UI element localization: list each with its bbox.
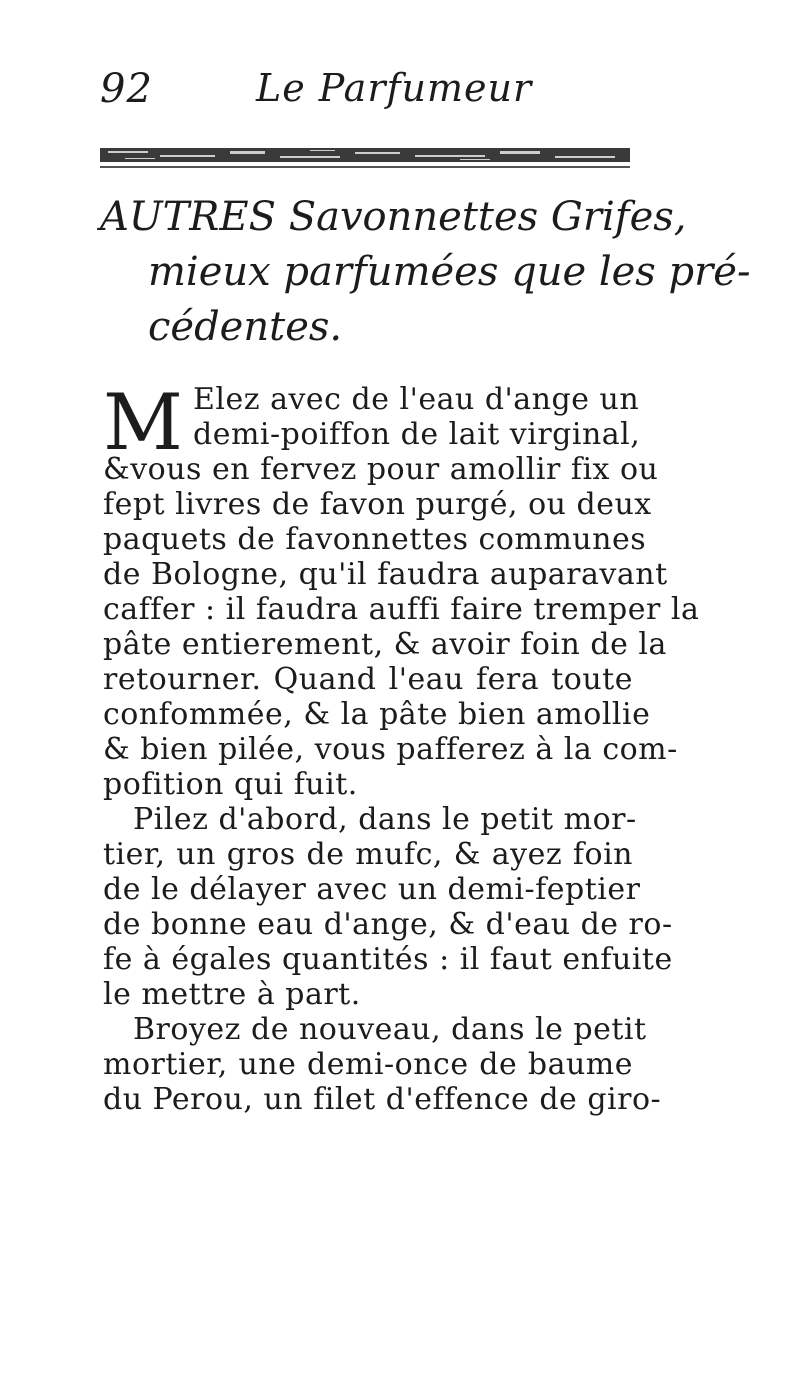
title-line: cédentes. — [148, 304, 343, 350]
text-line: fe à égales quantités : il faut enfuite — [103, 942, 673, 977]
text-line: tier, un gros de mufc, & ayez foin — [103, 837, 633, 872]
page-number: 92 — [100, 66, 153, 112]
text-line: & bien pilée, vous pafferez à la com- — [103, 732, 678, 767]
body-text — [103, 378, 700, 1117]
text-line: de le délayer avec un demi-feptier — [103, 872, 641, 907]
text-line: retourner. Quand l'eau fera toute — [103, 662, 633, 697]
text-line: paquets de favonnettes communes — [103, 522, 647, 557]
text-line: pâte entierement, & avoir foin de la — [103, 627, 667, 662]
text-line: de Bologne, qu'il faudra auparavant — [103, 557, 668, 592]
text-line: demi-poiffon de lait virginal, — [193, 417, 641, 452]
text-line: de bonne eau d'ange, & d'eau de ro- — [103, 907, 673, 942]
text-line: pofition qui fuit. — [103, 767, 358, 802]
text-line: caffer : il faudra auffi faire tremper la — [103, 592, 700, 627]
first-paragraph-opening — [103, 378, 641, 468]
text-line: fept livres de favon purgé, ou deux — [103, 487, 652, 522]
text-line: du Perou, un filet d'effence de giro- — [103, 1082, 662, 1117]
title-line: mieux parfumées que les pré- — [148, 249, 751, 295]
section-title — [100, 190, 751, 355]
running-head: Le Parfumeur — [256, 66, 533, 110]
text-line: &vous en fervez pour amollir fix ou — [103, 452, 659, 487]
text-line: mortier, une demi-once de baume — [103, 1047, 633, 1082]
ornament-rule — [100, 142, 630, 172]
text-line: Pilez d'abord, dans le petit mor- — [133, 802, 637, 837]
drop-cap: M — [103, 378, 184, 468]
text-line: confommée, & la pâte bien amollie — [103, 697, 651, 732]
text-line: Broyez de nouveau, dans le petit — [133, 1012, 647, 1047]
text-line: le mettre à part. — [103, 977, 361, 1012]
text-line: Elez avec de l'eau d'ange un — [193, 382, 640, 417]
page-header — [100, 58, 640, 118]
title-line: AUTRES Savonnettes Grifes, — [100, 194, 687, 240]
